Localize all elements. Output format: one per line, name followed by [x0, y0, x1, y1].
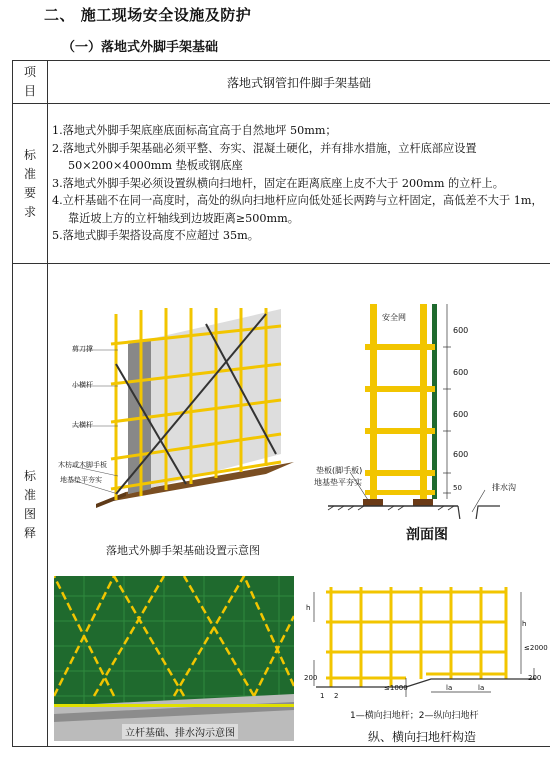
fig3-caption: 立杆基础、排水沟示意图: [122, 724, 238, 739]
fig1-caption: 落地式外脚手架基础设置示意图: [106, 544, 260, 557]
header-title-cell: 落地式钢管扣件脚手架基础: [48, 61, 550, 104]
header-col1: 项目: [23, 65, 36, 98]
sweeping-bar-figure: [306, 582, 550, 697]
fig1-label-small-crossbar: 小横杆: [72, 381, 93, 389]
fig4-dim-la: la: [478, 684, 485, 692]
section-title: 二、 施工现场安全设施及防护: [44, 6, 252, 24]
fig4-num-1: 1: [320, 692, 325, 700]
fig4-dim-200: 200: [304, 674, 318, 682]
fig1-label-compacted: 地基垫平夯实: [60, 476, 102, 484]
fig2-dim: 50: [453, 484, 462, 492]
fig4-dim-h: h: [522, 620, 527, 628]
requirement-item: 3.落地式外脚手架必须设置纵横向扫地杆，固定在距离底座上皮不大于 200mm 的立杆上。: [52, 176, 504, 190]
requirements-label-cell: [13, 104, 48, 264]
scaffold-foundation-figure: [66, 304, 296, 519]
requirement-item: 5.落地式脚手架搭设高度不应超过 35m。: [52, 229, 259, 243]
net-and-ditch-figure: [54, 576, 294, 741]
fig4-legend: 1—横向扫地杆；2—纵向扫地杆: [350, 711, 479, 721]
fig2-label-pad: 垫板(脚手板): [316, 466, 363, 475]
header-item-cell: [13, 61, 48, 104]
diagram-label: 标准图释: [23, 469, 36, 540]
fig4-dim-la: la: [446, 684, 453, 692]
fig4-dim-1000: ≤1000: [384, 684, 408, 692]
fig4-num-2: 2: [334, 692, 339, 700]
fig1-label-scissor-brace: 剪刀撑: [72, 345, 93, 353]
fig1-label-plank: 木枋或木脚手板: [58, 461, 107, 469]
fig4-dim-200: 200: [528, 674, 542, 682]
fig2-dim: 600: [453, 368, 469, 377]
requirement-item: 2.落地式外脚手架基础必须平整、夯实、混凝土硬化，并有排水措施，立杆底部应设置 50×200×4000mm 垫板或钢底座: [52, 141, 477, 173]
subsection-title: （一）落地式外脚手架基础: [62, 40, 219, 55]
fig2-dim: 600: [453, 450, 469, 459]
diagrams-cell: [48, 264, 550, 747]
standards-table: [12, 60, 550, 747]
fig2-label-net: 安全网: [382, 313, 406, 322]
diagram-label-cell: [13, 264, 48, 747]
fig2-dim: 600: [453, 326, 469, 335]
requirements-label: 标准要求: [23, 147, 36, 219]
requirements-cell: [48, 104, 550, 264]
fig2-label-base: 地基垫平夯实: [314, 478, 362, 487]
fig2-caption: 剖面图: [406, 527, 448, 543]
fig4-dim-2000: ≤2000: [524, 644, 548, 652]
fig2-dim: 600: [453, 410, 469, 419]
fig4-caption: 纵、横向扫地杆构造: [368, 730, 477, 744]
fig1-label-large-crossbar: 大横杆: [72, 421, 93, 429]
fig4-dim-h: h: [306, 604, 311, 612]
requirement-item: 1.落地式外脚手架底座底面标高宜高于自然地坪 50mm；: [52, 123, 337, 137]
requirement-item: 4.立杆基础不在同一高度时，高处的纵向扫地杆应向低处延长两跨与立杆固定，高低差不大于 1m，靠近坡上方的立杆轴线到边坡距离≥500mm。: [52, 194, 543, 225]
fig2-label-ditch: 排水沟: [492, 483, 516, 492]
